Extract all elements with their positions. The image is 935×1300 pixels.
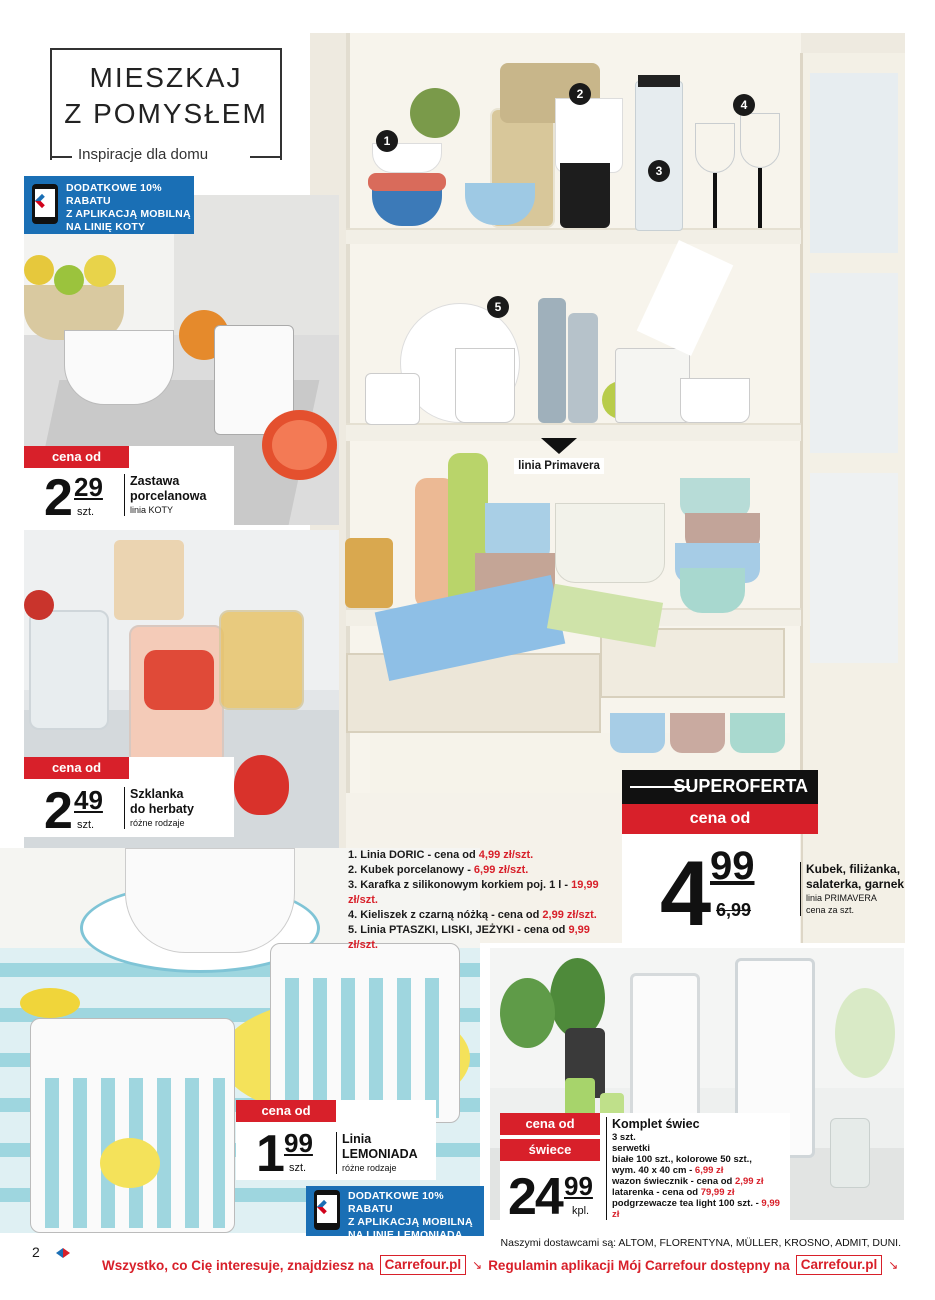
price-unit: szt. <box>77 819 95 831</box>
primavera-price-block <box>622 834 912 944</box>
primavera-marker-label: linia Primavera <box>514 458 604 474</box>
footer-right-text: Regulamin aplikacji Mój Carrefour dostępny na <box>488 1257 790 1273</box>
swiece-label: świece <box>500 1139 600 1161</box>
swiece-price-block <box>500 1113 790 1233</box>
page-number: 2 <box>32 1244 40 1260</box>
list-item: 5. Linia PTASZKI, LISKI, JEŻYKI - cena od 9,99 zł/szt. <box>348 924 590 951</box>
detail-line: podgrzewacze tea light 100 szt. - 9,99 zł <box>612 1198 780 1220</box>
superoferta-header <box>622 770 818 804</box>
badge-4: 4 <box>733 94 755 116</box>
carrefour-link-2[interactable]: Carrefour.pl <box>796 1255 883 1275</box>
app-promo-line2: Z APLIKACJĄ MOBILNĄ <box>66 208 191 220</box>
app-promo-line3: NA LINIĘ KOTY <box>66 221 146 233</box>
app-promo-koty[interactable] <box>24 176 194 234</box>
app-promo-line2: Z APLIKACJĄ MOBILNĄ <box>348 1216 473 1228</box>
cena-od-label: cena od <box>500 1113 600 1135</box>
price-value: 2 <box>44 782 71 840</box>
product-detail: linia KOTY <box>130 505 174 515</box>
product-name: Komplet świec <box>612 1117 700 1131</box>
detail-line: białe 100 szt., kolorowe 50 szt., <box>612 1154 752 1165</box>
product-name: Kubek, filiżanka, salaterka, garnek linia PRIMAVERA cena za szt. <box>800 862 904 916</box>
list-item: 2. Kubek porcelanowy - 6,99 zł/szt. <box>348 864 529 876</box>
badge-1: 1 <box>376 130 398 152</box>
price-decimal: 49 <box>74 785 103 815</box>
price-value: 1 <box>256 1125 283 1183</box>
header-title-line2: Z POMYSŁEM <box>64 98 268 129</box>
app-promo-line3: NA LINIĘ LEMONIADA <box>348 1229 463 1241</box>
price-decimal: 99 <box>564 1171 593 1201</box>
footer-left-text: Wszystko, co Cię interesuje, znajdziesz na <box>102 1257 374 1273</box>
list-item: 1. Linia DORIC - cena od 4,99 zł/szt. <box>348 849 534 861</box>
old-price: 6,99 <box>716 900 752 920</box>
badge-5: 5 <box>487 296 509 318</box>
cena-od-label: cena od <box>622 804 818 834</box>
cena-od-label: cena od <box>24 757 129 779</box>
footer-bar <box>0 1244 935 1280</box>
swiece-name-block <box>606 1117 786 1220</box>
phone-icon <box>314 1190 340 1230</box>
cursor-icon: ↘ <box>888 1258 899 1272</box>
cursor-icon: ↘ <box>472 1258 483 1272</box>
carrefour-logo-icon <box>56 1246 70 1260</box>
phone-icon <box>32 184 58 224</box>
price-decimal: 99 <box>284 1128 313 1158</box>
detail-line: wym. 40 x 40 cm - 6,99 zł <box>612 1165 724 1176</box>
product-name: Szklanka do herbaty różne rodzaje <box>124 787 194 829</box>
app-promo-lemoniada[interactable] <box>306 1186 484 1241</box>
carrefour-link[interactable]: Carrefour.pl <box>380 1255 467 1275</box>
detail-line: 3 szt. <box>612 1132 636 1143</box>
list-item: 4. Kieliszek z czarną nóżką - cena od 2,99 zł/szt. <box>348 909 597 921</box>
price-decimal: 29 <box>74 472 103 502</box>
price-unit: szt. <box>77 506 95 518</box>
detail-line: serwetki <box>612 1143 651 1154</box>
list-item: 3. Karafka z silikonowym korkiem poj. 1 l - 19,99 zł/szt. <box>348 879 599 906</box>
lemoniada-price-block <box>236 1100 436 1183</box>
primavera-marker <box>514 438 604 478</box>
product-list <box>348 848 618 953</box>
price-value: 2 <box>44 469 71 527</box>
product-name: Linia LEMONIADA różne rodzaje <box>336 1132 418 1174</box>
arrow-down-icon <box>541 438 577 454</box>
price-decimal: 99 <box>710 844 755 888</box>
superoferta-label: SUPEROFERTA <box>673 776 808 796</box>
page-header <box>50 48 282 168</box>
detail-line: wazon świecznik - cena od 2,99 zł <box>612 1176 764 1187</box>
cena-od-label: cena od <box>24 446 129 468</box>
app-promo-line1: DODATKOWE 10% RABATU <box>348 1190 444 1215</box>
badge-3: 3 <box>648 160 670 182</box>
product-name: Zastawa porcelanowa linia KOTY <box>124 474 206 516</box>
szklanka-price-block <box>24 757 234 840</box>
suppliers-note: Naszymi dostawcami są: ALTOM, FLORENTYNA, MÜLLER, KROSNO, ADMIT, DUNI. <box>500 1237 901 1249</box>
zastawa-price-block <box>24 446 234 526</box>
detail-line: latarenka - cena od 79,99 zł <box>612 1187 735 1198</box>
product-detail: różne rodzaje <box>342 1163 397 1173</box>
price-unit: szt. <box>289 1162 307 1174</box>
app-promo-line1: DODATKOWE 10% RABATU <box>66 182 162 207</box>
price-value: 4 <box>660 843 710 945</box>
header-title-line1: MIESZKAJ <box>89 62 243 93</box>
product-detail: różne rodzaje <box>130 818 185 828</box>
price-value: 24 <box>508 1168 562 1226</box>
cena-od-label: cena od <box>236 1100 336 1122</box>
header-subtitle: Inspiracje dla domu <box>72 146 214 163</box>
badge-2: 2 <box>569 83 591 105</box>
price-unit: kpl. <box>572 1205 590 1217</box>
